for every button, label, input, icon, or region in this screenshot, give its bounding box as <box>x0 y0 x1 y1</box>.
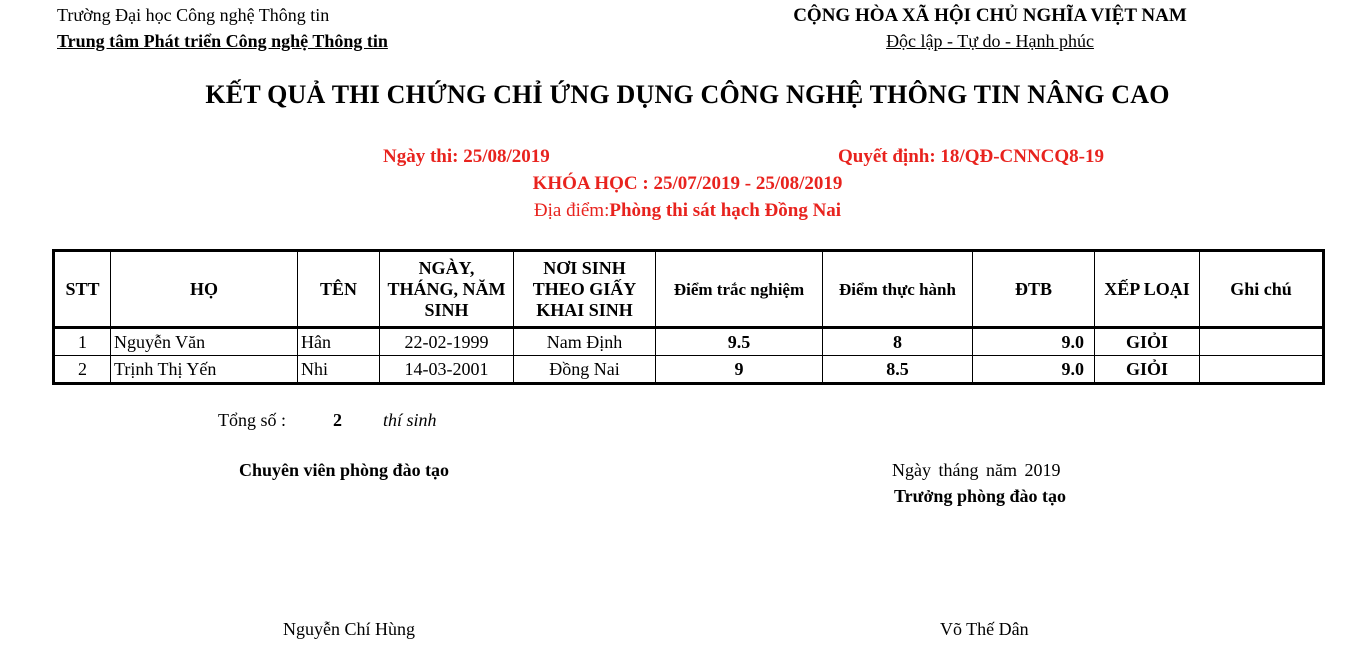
cell-note <box>1200 356 1324 384</box>
cell-birthplace: Nam Định <box>514 328 656 356</box>
cell-stt: 1 <box>54 328 111 356</box>
cell-rank: GIỎI <box>1095 328 1200 356</box>
results-table <box>52 249 1325 385</box>
signing-date-line: Ngày tháng năm 2019 <box>892 460 1061 480</box>
cell-avg: 9.0 <box>973 356 1095 384</box>
decision-number: Quyết định: 18/QĐ-CNNCQ8-19 <box>838 146 1105 167</box>
exam-location <box>400 200 975 222</box>
cell-ten: Hân <box>298 328 380 356</box>
col-header-note: Ghi chú <box>1200 251 1324 328</box>
total-label: Tổng số : <box>218 410 287 430</box>
table-header-row <box>54 251 1324 328</box>
cell-stt: 2 <box>54 356 111 384</box>
cell-note <box>1200 328 1324 356</box>
cell-birthplace: Đồng Nai <box>514 356 656 384</box>
cell-rank: GIỎI <box>1095 356 1200 384</box>
cell-theory: 9.5 <box>656 328 823 356</box>
center-name: Trung tâm Phát triển Công nghệ Thông tin <box>57 31 388 51</box>
left-signer-role: Chuyên viên phòng đào tạo <box>239 460 450 480</box>
col-header-stt: STT <box>54 251 111 328</box>
cell-ho: Nguyễn Văn <box>111 328 298 356</box>
course-period: KHÓA HỌC : 25/07/2019 - 25/08/2019 <box>532 173 843 194</box>
col-header-ten: TÊN <box>298 251 380 328</box>
table-row <box>54 328 1324 356</box>
cell-avg: 9.0 <box>973 328 1095 356</box>
nation-heading: CỘNG HÒA XÃ HỘI CHỦ NGHĨA VIỆT NAM <box>793 5 1187 26</box>
total-unit: thí sinh <box>383 410 437 430</box>
total-count: 2 <box>333 410 342 430</box>
cell-practice: 8 <box>823 328 973 356</box>
table-row <box>54 356 1324 384</box>
national-motto: Độc lập - Tự do - Hạnh phúc <box>886 31 1094 51</box>
col-header-birthplace: NƠI SINH THEO GIẤY KHAI SINH <box>514 251 656 328</box>
right-signer-role: Trưởng phòng đào tạo <box>894 486 1066 506</box>
cell-practice: 8.5 <box>823 356 973 384</box>
left-signer-name: Nguyễn Chí Hùng <box>283 619 415 639</box>
location-label: Địa điểm: <box>533 200 610 221</box>
col-header-avg: ĐTB <box>973 251 1095 328</box>
school-name: Trường Đại học Công nghệ Thông tin <box>57 5 330 25</box>
document-title: KẾT QUẢ THI CHỨNG CHỈ ỨNG DỤNG CÔNG NGHỆ THÔNG TIN NÂNG CAO <box>205 80 1170 109</box>
cell-dob: 14-03-2001 <box>380 356 514 384</box>
col-header-rank: XẾP LOẠI <box>1095 251 1200 328</box>
exam-date: Ngày thi: 25/08/2019 <box>383 146 550 167</box>
cell-ten: Nhi <box>298 356 380 384</box>
location-value: Phòng thi sát hạch Đồng Nai <box>609 200 842 221</box>
right-signer-name: Võ Thế Dân <box>940 619 1029 639</box>
cell-theory: 9 <box>656 356 823 384</box>
col-header-ho: HỌ <box>111 251 298 328</box>
col-header-dob: NGÀY, THÁNG, NĂM SINH <box>380 251 514 328</box>
col-header-practice: Điểm thực hành <box>823 251 973 328</box>
cell-ho: Trịnh Thị Yến <box>111 356 298 384</box>
cell-dob: 22-02-1999 <box>380 328 514 356</box>
col-header-theory: Điểm trắc nghiệm <box>656 251 823 328</box>
